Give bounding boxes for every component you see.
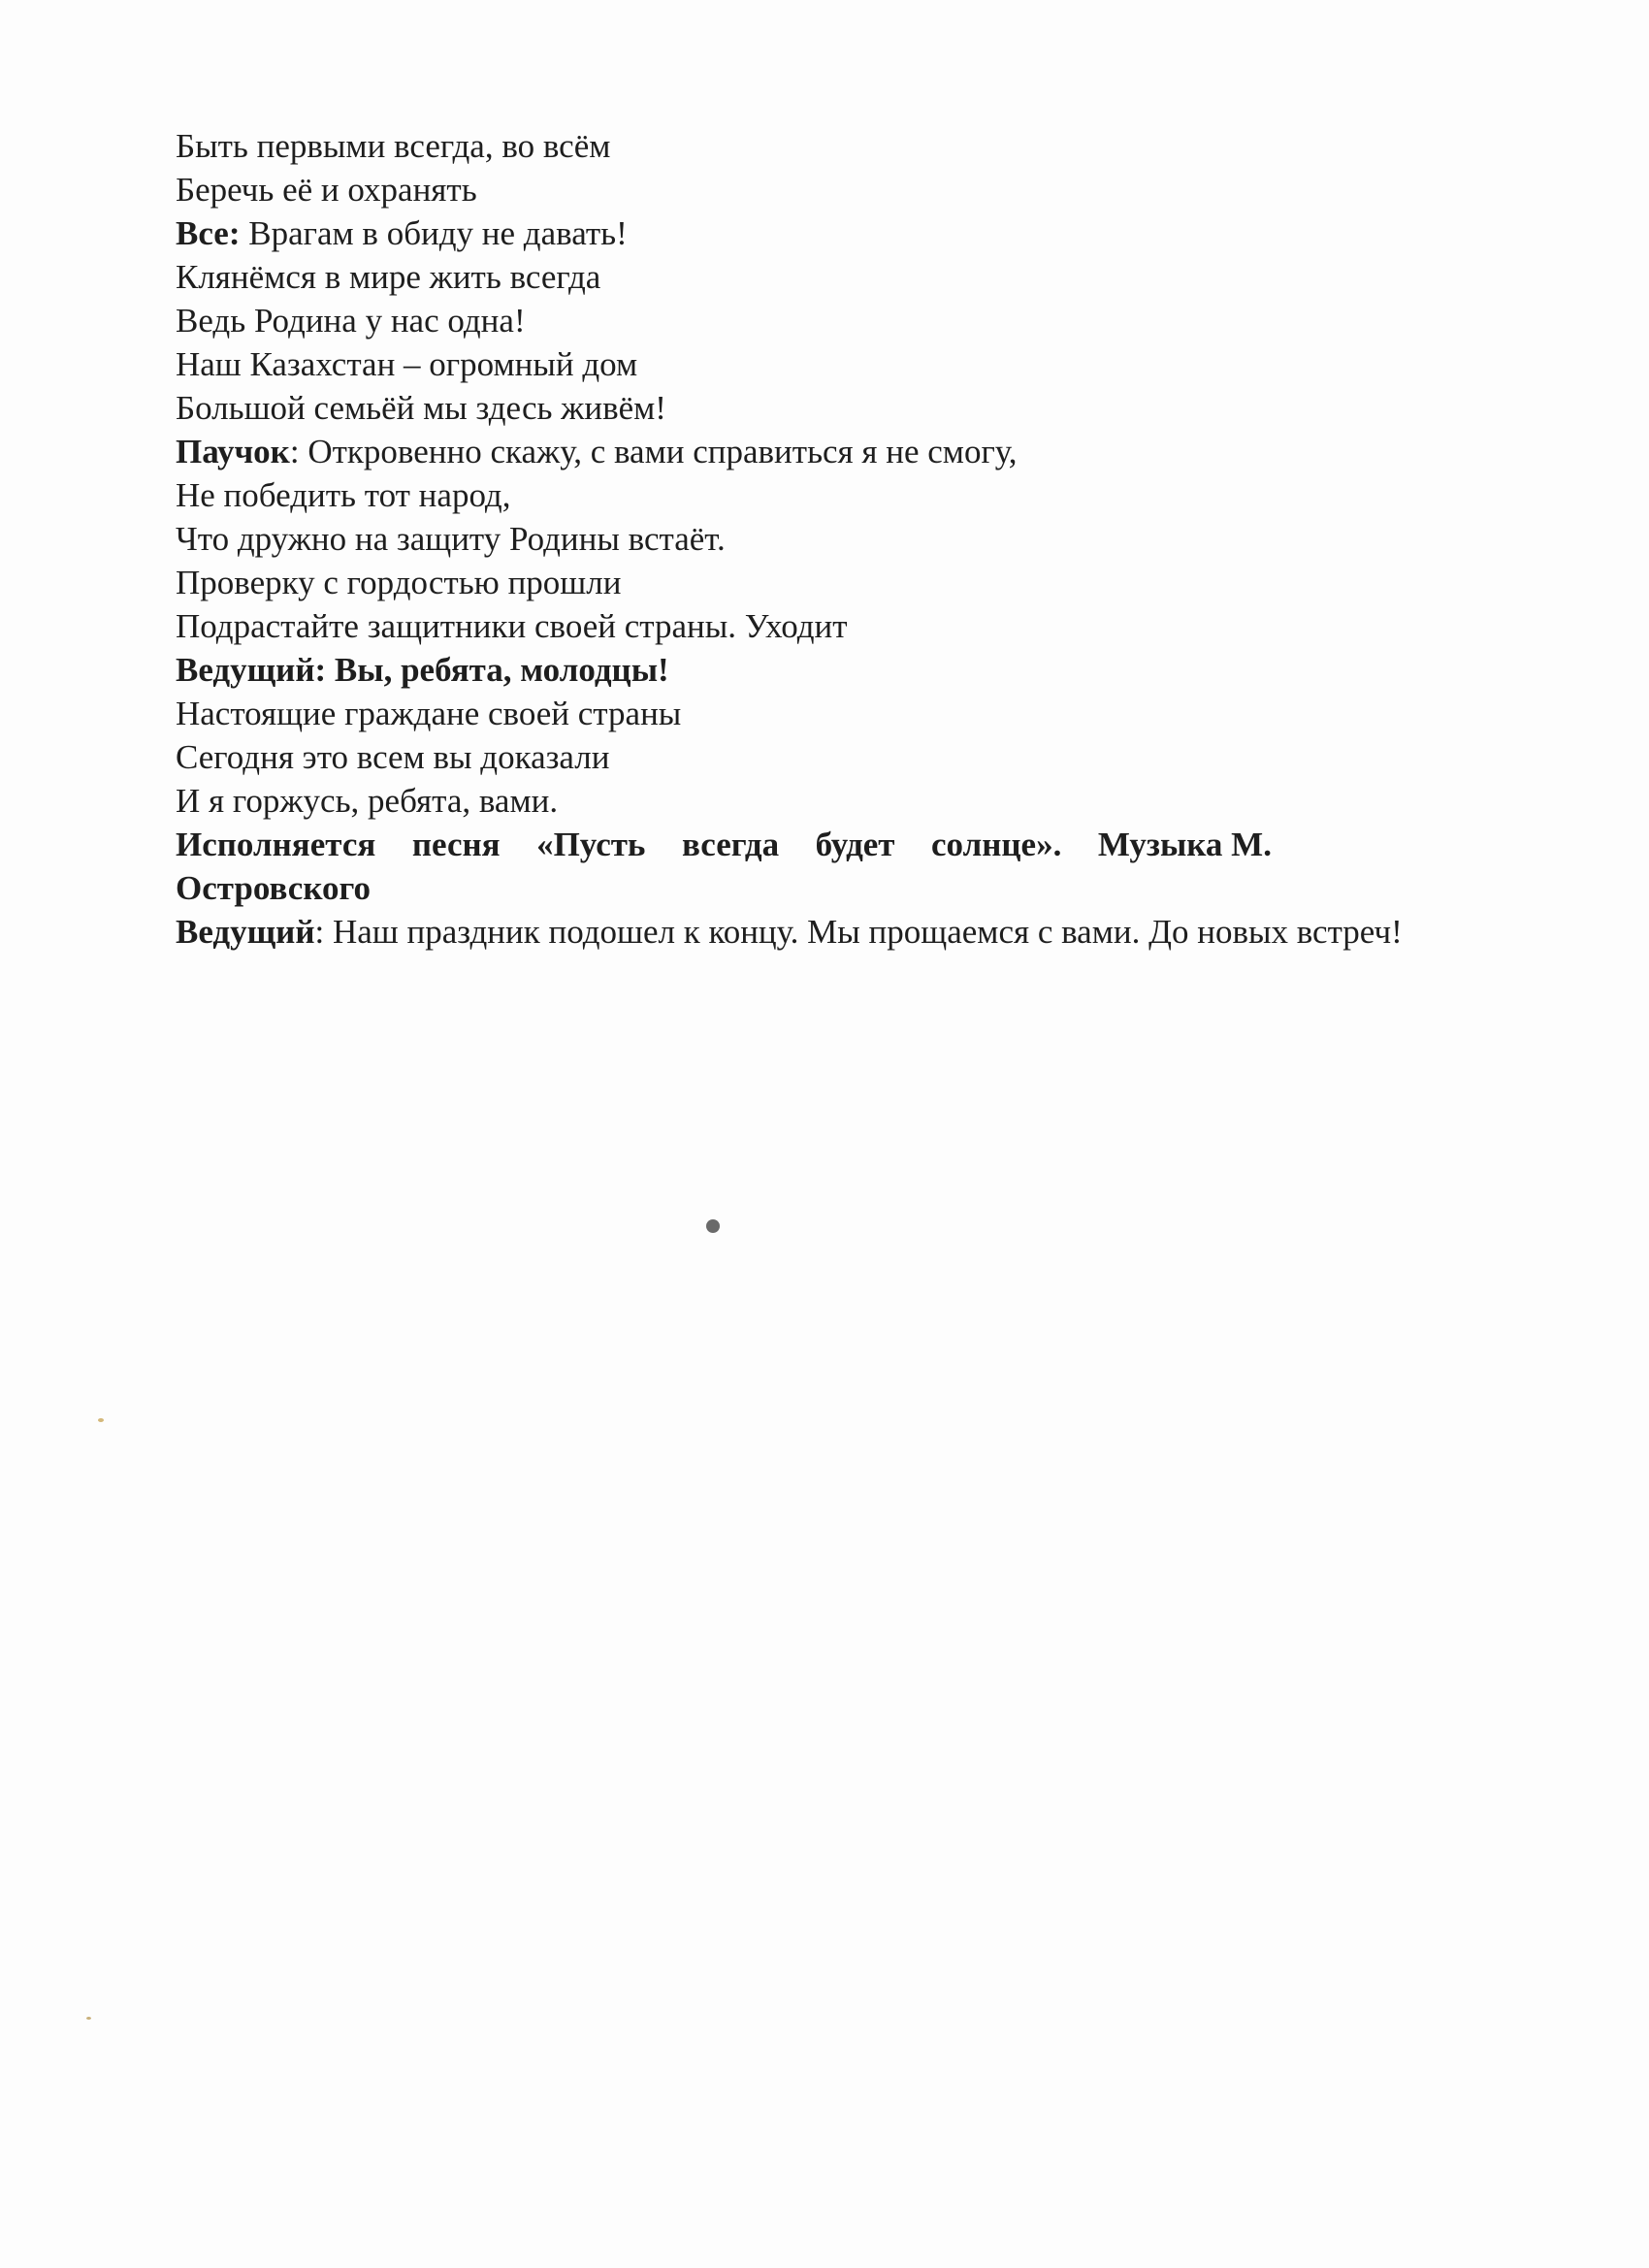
speaker-text: : Наш праздник подошел к концу. Мы прощаемся с вами. До новых встреч! — [314, 913, 1403, 951]
text-line: Большой семьёй мы здесь живём! — [176, 389, 666, 427]
song-word: песня — [411, 826, 501, 863]
speaker-text: Врагам в обиду не давать! — [240, 214, 628, 252]
text-line: Наш Казахстан – огромный дом — [176, 345, 638, 383]
text-line: Проверку с гордостью прошли — [176, 564, 622, 601]
text-line: Не победить тот народ, — [176, 476, 511, 514]
speaker-name: Ведущий — [176, 913, 315, 951]
script-text — [176, 124, 1475, 954]
speaker-line-host — [176, 648, 1475, 692]
song-word: солнце». — [931, 826, 1062, 863]
speaker-text: Вы, ребята, молодцы! — [326, 651, 669, 689]
speaker-line-vse — [176, 211, 1475, 255]
speaker-line-host-final — [176, 910, 1475, 954]
text-line: Настоящие граждане своей страны — [176, 695, 682, 732]
text-line: Сегодня это всем вы доказали — [176, 738, 610, 776]
song-word: будет — [815, 826, 895, 863]
text-line: И я горжусь, ребята, вами. — [176, 782, 559, 820]
song-word: «Пусть — [536, 826, 646, 863]
speaker-name: Все: — [176, 214, 241, 252]
song-composer: Островского — [176, 869, 372, 907]
speaker-line-pauchok — [176, 430, 1475, 473]
speaker-text: : Откровенно скажу, с вами справиться я не смогу, — [289, 433, 1018, 470]
text-line: Что дружно на защиту Родины встаёт. — [176, 520, 726, 558]
text-line: Быть первыми всегда, во всём — [176, 127, 611, 165]
text-line: Беречь её и охранять — [176, 171, 477, 209]
song-announcement — [176, 823, 1272, 866]
text-line: Подрастайте защитники своей страны. Уходит — [176, 607, 848, 645]
speaker-name: Паучок — [176, 433, 290, 470]
song-word: Исполняется — [176, 826, 376, 863]
song-word: всегда — [681, 826, 780, 863]
scan-speck — [98, 1418, 104, 1422]
speaker-name: Ведущий: — [176, 651, 327, 689]
text-line: Клянёмся в мире жить всегда — [176, 258, 601, 296]
scan-speck — [706, 1219, 720, 1233]
song-word: Музыка М. — [1097, 826, 1272, 863]
text-line: Ведь Родина у нас одна! — [176, 302, 526, 340]
scan-speck — [86, 2017, 91, 2020]
